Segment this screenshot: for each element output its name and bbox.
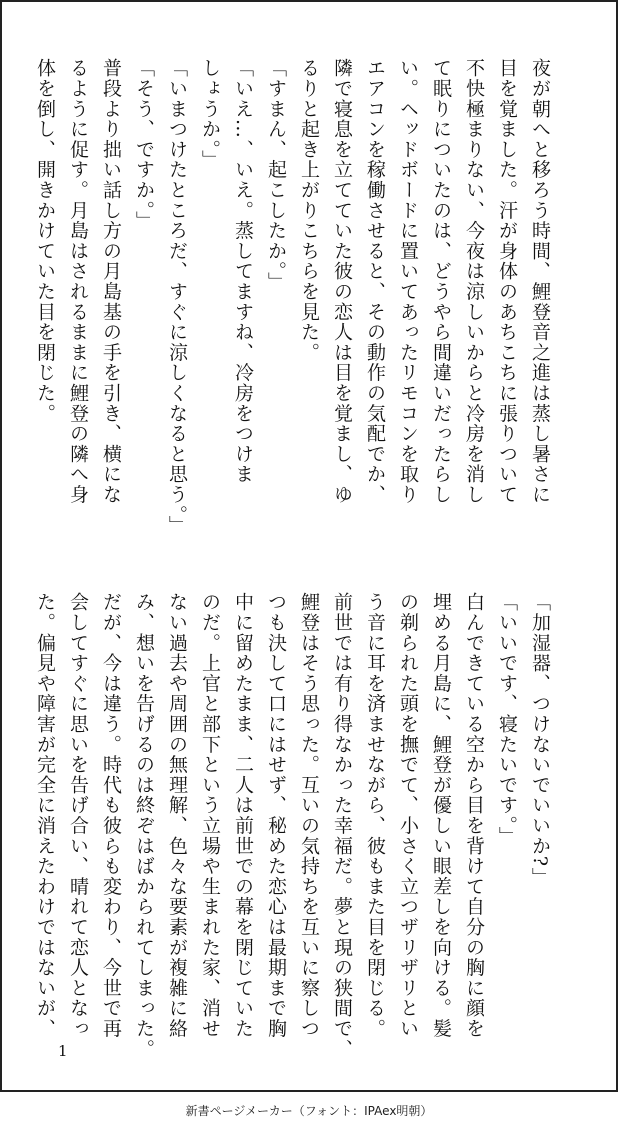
text-line: て眠りについたのは、どうやら間違いだったらし (430, 58, 452, 505)
page-number: 1 (58, 1042, 68, 1060)
text-line: 普段より拙い話し方の月島基の手を引き、横にな (100, 58, 122, 505)
text-line: の剃られた頭を撫でて、小さく立つザリザリとい (397, 592, 419, 1039)
lower-text-block (28, 592, 556, 1059)
text-line: た。偏見や障害が完全に消えたわけではないが、 (34, 592, 56, 1039)
text-line: エアコンを稼働させると、その動作の気配でか、 (364, 58, 386, 505)
text-line: い。ヘッドボードに置いてあったリモコンを取り (397, 58, 419, 505)
text-line: う音に耳を済ませながら、彼もまた目を閉じる。 (364, 592, 386, 1039)
text-line: 「すまん、起こしたか。」 (265, 58, 287, 293)
text-line: 会してすぐに思いを告げ合い、晴れて恋人となっ (67, 592, 89, 1039)
upper-text-block (28, 58, 556, 536)
text-line: しょうか。」 (199, 58, 221, 171)
text-line: 目を覚ました。汗が身体のあちこちに張りついて (496, 58, 518, 505)
text-line: み、想いを告げるのは終ぞはばかられてしまった。 (133, 592, 155, 1059)
text-line: るりと起き上がりこちらを見た。 (298, 58, 320, 363)
text-line: 中に留めたまま、二人は前世での幕を閉じていた (232, 592, 254, 1039)
text-line: 「いいです、寝たいです。」 (496, 592, 518, 847)
text-line: 体を倒し、開きかけていた目を閉じた。 (34, 58, 56, 424)
text-line: 不快極まりない、今夜は涼しいからと冷房を消し (463, 58, 485, 505)
text-line: 「加湿器、つけないでいいか?」 (529, 592, 551, 888)
text-line: 隣で寝息を立てていた彼の恋人は目を覚まし、ゆ (331, 58, 353, 505)
text-line: ない過去や周囲の無理解、色々な要素が複雑に絡 (166, 592, 188, 1039)
text-line: 夜が朝へと移ろう時間、鯉登音之進は蒸し暑さに (529, 58, 551, 505)
text-line: るように促す。月島はされるままに鯉登の隣へ身 (67, 58, 89, 505)
text-line: 「いえ…、いえ。蒸してますね、冷房をつけま (232, 58, 254, 485)
text-line: のだ。上官と部下という立場や生まれた家、消せ (199, 592, 221, 1039)
text-line: 前世では有り得なかった幸福だ。夢と現の狭間で、 (331, 592, 353, 1059)
text-line: だが、今は違う。時代も彼らも変わり、今世で再 (100, 592, 122, 1039)
text-line: 白んできている空から目を背けて自分の胸に顔を (463, 592, 485, 1039)
text-line: つも決して口にはせず、秘めた恋心は最期まで胸 (265, 592, 287, 1039)
text-line: 「そう、ですか。」 (133, 58, 155, 232)
text-line: 埋める月島に、鯉登が優しい眼差しを向ける。髪 (430, 592, 452, 1039)
text-line: 「いまつけたところだ、すぐに涼しくなると思う。」 (166, 58, 188, 536)
footer-credit: 新書ページメーカー（フォント：IPAex明朝） (185, 1104, 433, 1118)
text-line: 鯉登はそう思った。互いの気持ちを互いに察しつ (298, 592, 320, 1039)
